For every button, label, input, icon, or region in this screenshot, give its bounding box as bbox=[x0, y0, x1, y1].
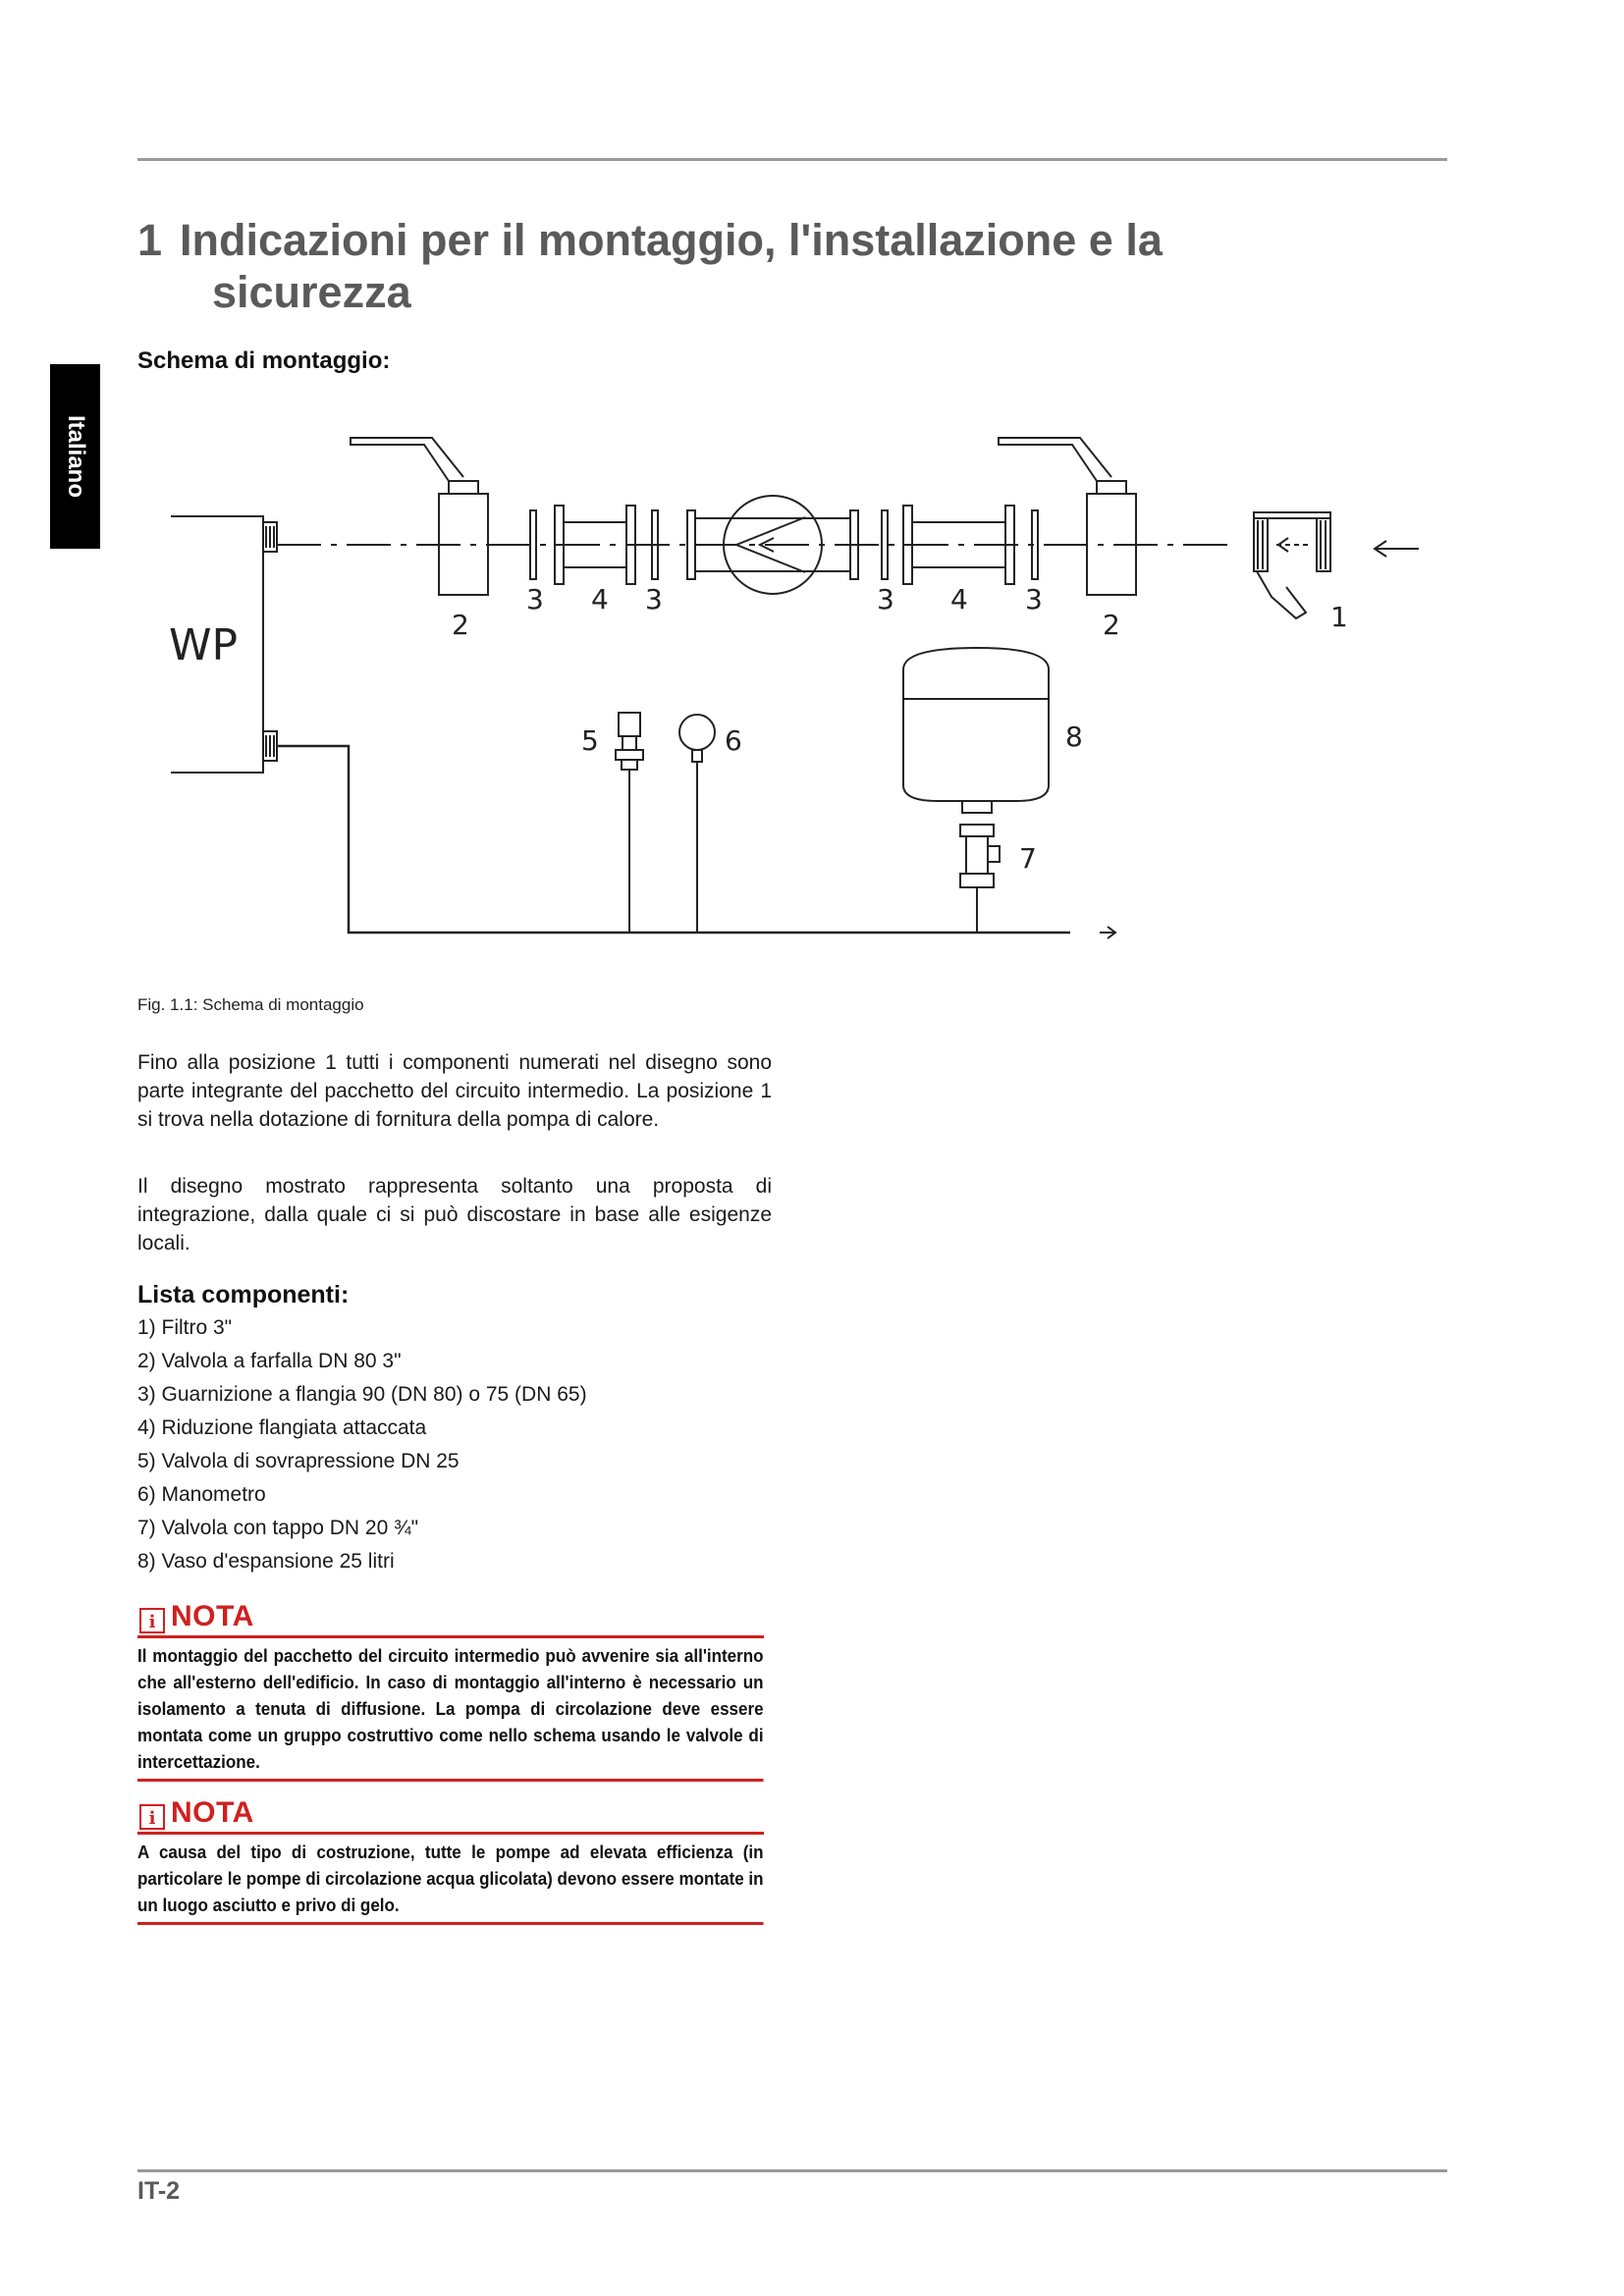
components-heading: Lista componenti: bbox=[137, 1281, 350, 1308]
list-item: 1) Filtro 3" bbox=[137, 1316, 233, 1339]
list-item: 3) Guarnizione a flangia 90 (DN 80) o 75 (DN 65) bbox=[137, 1383, 587, 1406]
section-title-line2: sicurezza bbox=[212, 267, 411, 317]
butterfly-valve-right bbox=[999, 438, 1136, 595]
callout-4-left: 4 bbox=[591, 583, 609, 615]
section-title-line1: Indicazioni per il montaggio, l'installazione e la bbox=[180, 215, 1163, 265]
callout-3-c: 3 bbox=[877, 583, 894, 615]
butterfly-valve-left bbox=[351, 438, 488, 595]
callout-3-b: 3 bbox=[645, 583, 663, 615]
list-item: 5) Valvola di sovrapressione DN 25 bbox=[137, 1450, 460, 1472]
figure-caption: Fig. 1.1: Schema di montaggio bbox=[137, 995, 364, 1014]
page-number: IT-2 bbox=[137, 2177, 181, 2205]
callout-1: 1 bbox=[1330, 601, 1348, 633]
language-tab[interactable] bbox=[50, 364, 100, 549]
installation-diagram bbox=[157, 422, 1453, 982]
callout-8: 8 bbox=[1065, 721, 1083, 753]
list-item: 4) Riduzione flangiata attaccata bbox=[137, 1416, 427, 1439]
pressure-relief-valve bbox=[616, 713, 643, 933]
callout-5: 5 bbox=[581, 724, 599, 757]
info-icon: i bbox=[139, 1608, 165, 1633]
diagram-heading: Schema di montaggio: bbox=[137, 347, 391, 374]
note-header bbox=[137, 1602, 764, 1638]
bottom-rule bbox=[137, 2169, 1447, 2172]
callout-7: 7 bbox=[1019, 842, 1037, 875]
manometer bbox=[679, 715, 715, 933]
list-item: 8) Vaso d'espansione 25 litri bbox=[137, 1550, 395, 1573]
callout-2-right: 2 bbox=[1103, 609, 1120, 641]
expansion-vessel bbox=[903, 648, 1049, 813]
note-box bbox=[137, 1798, 764, 1925]
callout-4-right: 4 bbox=[950, 583, 968, 615]
intro-paragraph: Fino alla posizione 1 tutti i componenti numerati nel disegno sono parte integrante del pacchetto del circuito intermedio. La posizione 1 si trova nella dotazione di fornitura della pompa di calore. bbox=[137, 1051, 772, 1131]
list-item: 7) Valvola con tappo DN 20 ¾" bbox=[137, 1517, 419, 1539]
section-number: 1 bbox=[137, 215, 163, 265]
filter bbox=[1254, 512, 1330, 618]
note-header bbox=[137, 1798, 764, 1835]
info-icon: i bbox=[139, 1804, 165, 1830]
section-heading bbox=[137, 214, 1414, 318]
list-item: 2) Valvola a farfalla DN 80 3" bbox=[137, 1350, 402, 1372]
note-title: NOTA bbox=[171, 1796, 254, 1829]
top-rule bbox=[137, 158, 1447, 161]
note-box bbox=[137, 1602, 764, 1782]
valve-with-cap bbox=[960, 825, 1000, 933]
callout-6: 6 bbox=[725, 724, 742, 757]
note-text: A causa del tipo di costruzione, tutte le pompe ad elevata efficienza (in particolare le pompe di circolazione acqua glicolata) devono essere montate in un luogo asciutto e privo di gelo. bbox=[137, 1835, 764, 1925]
callout-3-d: 3 bbox=[1025, 583, 1043, 615]
heat-pump-label: WP bbox=[169, 620, 239, 670]
callout-2-left: 2 bbox=[452, 609, 469, 641]
components-list bbox=[137, 1311, 587, 1578]
note-text: Il montaggio del pacchetto del circuito intermedio può avvenire sia all'interno che all'esterno dell'edificio. In caso di montaggio all'interno è necessario un isolamento a tenuta di diffusione. La pompa di circolazione deve essere montata come un gruppo costruttivo come nello schema usando le valvole di intercettazione. bbox=[137, 1638, 764, 1782]
language-tab-label: Italiano bbox=[62, 414, 89, 499]
list-item: 6) Manometro bbox=[137, 1483, 266, 1506]
callout-3-a: 3 bbox=[526, 583, 544, 615]
note-title: NOTA bbox=[171, 1600, 254, 1632]
disclaimer-paragraph: Il disegno mostrato rappresenta soltanto una proposta di integrazione, dalla quale ci si può discostare in base alle esigenze locali. bbox=[137, 1175, 772, 1255]
